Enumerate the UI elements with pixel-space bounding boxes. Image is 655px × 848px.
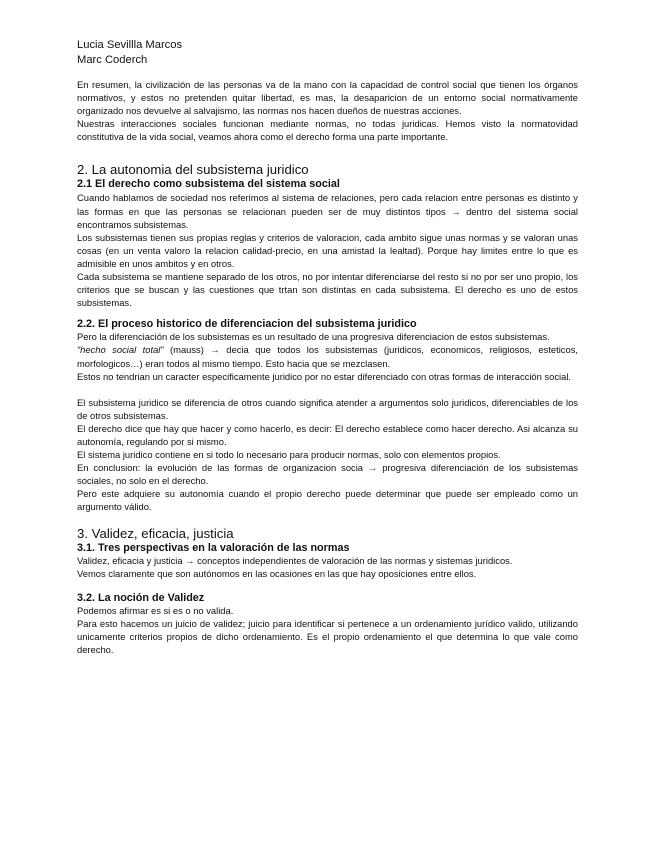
author-name: Marc Coderch — [77, 54, 148, 66]
subsection-heading: 2.1 El derecho como subsistema del sistema social — [77, 178, 340, 191]
paragraph: Los subsistemas tienen sus propias reglas y criterios de valoracion, cada ambito sigue unas normas y se valoran unas cosas (en un venta valoro la relacion calidad-precio, en una amistad la lealtad). Porque hay limites entre lo que es admisible en unos ambitos y en otros. — [77, 231, 578, 269]
intro-paragraph: Nuestras interacciones sociales funcionan mediante normas, no todas juridicas. Hemos visto la normatovidad constitutiva de la vida social, veamos ahora como el derecho forma una parte importante. — [77, 118, 578, 143]
paragraph: Validez, eficacia y justicia → conceptos independientes de valoración de las normas y sistemas juridicos. — [77, 554, 513, 566]
intro-paragraph: En resumen, la civilización de las personas va de la mano con la capacidad de control social que tienen los órganos normativos, y estos no pretenden quitar libertad, es mas, la desaparicion de un entorno social normativamente organizado nos devuelve al salvajismo, las normas nos hacen dueños de nuestras acciones. — [77, 79, 578, 117]
emphasis-text: “hecho social total” — [77, 344, 164, 356]
section-heading: 2. La autonomia del subsistema juridico — [77, 162, 309, 178]
paragraph: En conclusion: la evolución de las formas de organizacion socia → progresiva diferenciación de los subsistemas sociales, no solo en el derecho. — [77, 462, 578, 487]
paragraph: Vemos claramente que son autónomos en las ocasiones en las que hay oposiciones entre ellos. — [77, 567, 477, 579]
paragraph: Cuando hablamos de sociedad nos referimos al sistema de relaciones, pero cada relacion entre personas es distinto y las formas en que las personas se relacionan pueden ser de muy distintos tipos → dentro del sistema social encontramos subsistemas. — [77, 192, 578, 230]
paragraph: Cada subsistema se mantiene separado de los otros, no por intentar diferenciarse del resto si no por ser uno propio, los criterios que se buscan y las cuestiones que trtan son distintas en cada subsistema. El derecho es uno de estos subsistemas. — [77, 271, 578, 309]
subsection-heading: 3.2. La noción de Validez — [77, 591, 205, 604]
paragraph: Pero la diferenciación de los subsistemas es un resultado de una progresiva diferenciacion de estos subsistemas. — [77, 331, 550, 343]
paragraph: Para esto hacemos un juicio de validez; juicio para identificar si pertenece a un ordenamiento jurídico valido, utilizando unicamente criterios propios de dicho ordenamiento. Es el propio ordenamiento el que determina lo que vale como derecho. — [77, 617, 578, 655]
section-heading: 3. Validez, eficacia, justicia — [77, 525, 234, 541]
paragraph: El derecho dice que hay que hacer y como hacerlo, es decir: El derecho establece como hacer derecho. Asi alcanza su autonomía, regulando por si mismo. — [77, 422, 578, 447]
subsection-heading: 2.2. El proceso historico de diferenciacion del subsistema juridico — [77, 318, 417, 331]
paragraph: El sistema juridico contiene en si todo lo necesario para producir normas, solo con elementos propios. — [77, 449, 501, 461]
author-block — [77, 38, 182, 68]
document-body — [77, 78, 578, 656]
paragraph: Pero este adquiere su autonomía cuando el propio derecho puede determinar que puede ser empleado como un argumento válido. — [77, 488, 578, 513]
paragraph: Podemos afirmar es si es o no valida. — [77, 604, 234, 616]
paragraph-text: (mauss) → decia que todos los subsistemas (juridicos, economicos, religiosos, esteticos, morfologicos…) eran todos al mismo tiempo. Esto hacia que se mezclasen. — [77, 344, 578, 369]
paragraph: El subsistema juridico se diferencia de otros cuando significa atender a argumentos solo juridicos, diferenciables de los de otros subsistemas. — [77, 396, 578, 421]
author-name: Lucia Sevillla Marcos — [77, 39, 183, 51]
subsection-heading: 3.1. Tres perspectivas en la valoración de las normas — [77, 541, 350, 554]
paragraph — [77, 343, 578, 369]
paragraph: Estos no tendrian un caracter especificamente juridico por no estar diferenciado con otras formas de interacción social. — [77, 370, 572, 382]
